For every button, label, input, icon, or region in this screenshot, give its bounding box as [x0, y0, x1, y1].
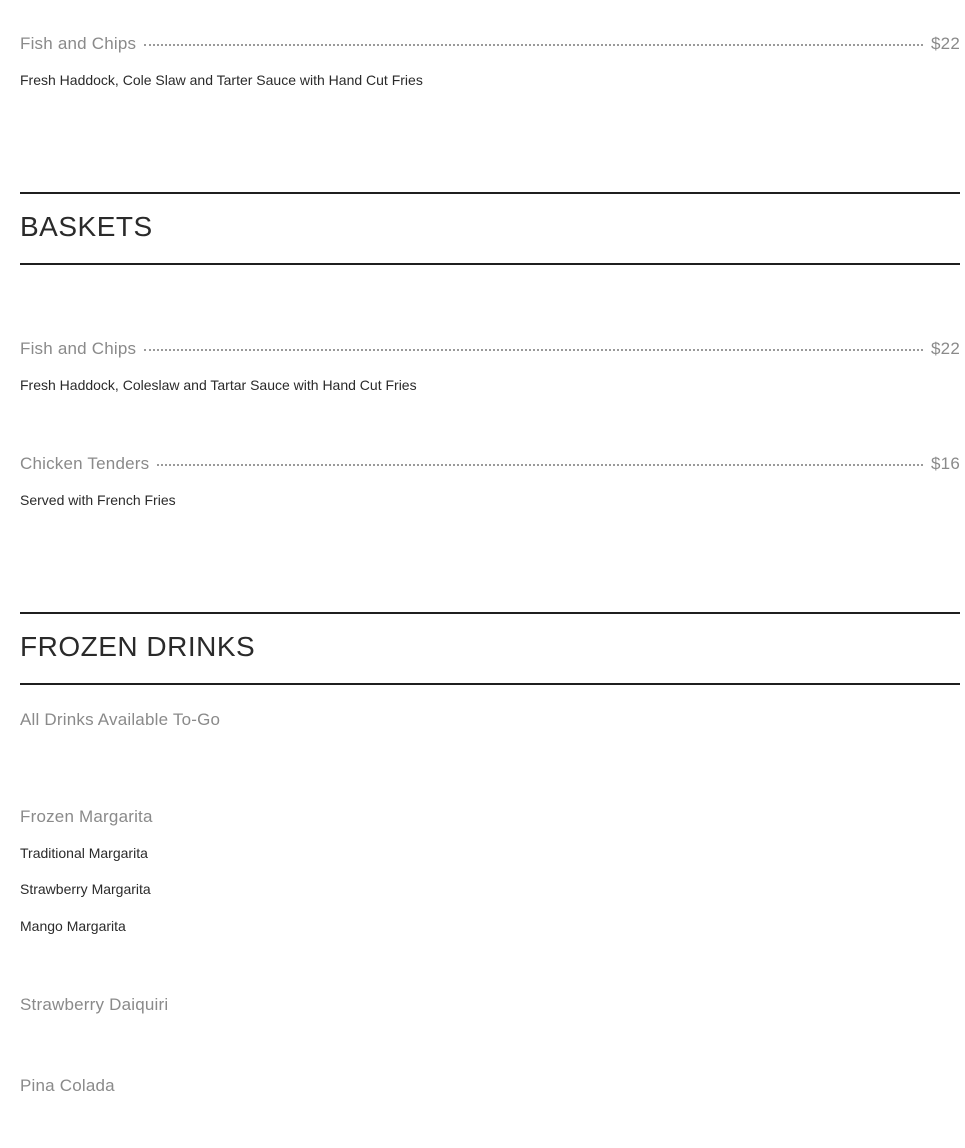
- menu-item-fish-and-chips: [20, 339, 960, 359]
- section-note: All Drinks Available To-Go: [20, 710, 221, 729]
- section-divider-bottom: [20, 263, 960, 265]
- menu-item-name: Chicken Tenders: [20, 454, 150, 473]
- menu-item-name: Fish and Chips: [20, 339, 137, 358]
- menu-item-description: Fresh Haddock, Cole Slaw and Tarter Sauce with Hand Cut Fries: [20, 72, 423, 88]
- menu-item-price: $22: [931, 339, 960, 358]
- section-divider-top: [20, 612, 960, 614]
- dot-leader: [144, 348, 923, 351]
- menu-item-price: $22: [931, 34, 960, 53]
- menu-item-price: $16: [931, 454, 960, 473]
- section-divider-top: [20, 192, 960, 194]
- menu-item-frozen-margarita: Frozen Margarita: [20, 807, 153, 826]
- menu-item-description: Served with French Fries: [20, 492, 176, 508]
- menu-item-strawberry-daiquiri: Strawberry Daiquiri: [20, 995, 169, 1014]
- section-title-baskets: BASKETS: [20, 211, 153, 242]
- menu-item-name: Fish and Chips: [20, 34, 137, 53]
- section-divider-bottom: [20, 683, 960, 685]
- menu-item-pina-colada: Pina Colada: [20, 1076, 115, 1095]
- section-title-frozen-drinks: FROZEN DRINKS: [20, 631, 256, 662]
- margarita-option: Strawberry Margarita: [20, 881, 151, 897]
- margarita-option: Traditional Margarita: [20, 845, 148, 861]
- menu-item-chicken-tenders: [20, 454, 960, 474]
- margarita-option: Mango Margarita: [20, 918, 126, 934]
- menu-item-fish-and-chips-top: [20, 34, 960, 54]
- dot-leader: [144, 43, 923, 46]
- menu-item-description: Fresh Haddock, Coleslaw and Tartar Sauce with Hand Cut Fries: [20, 377, 417, 393]
- dot-leader: [157, 463, 923, 466]
